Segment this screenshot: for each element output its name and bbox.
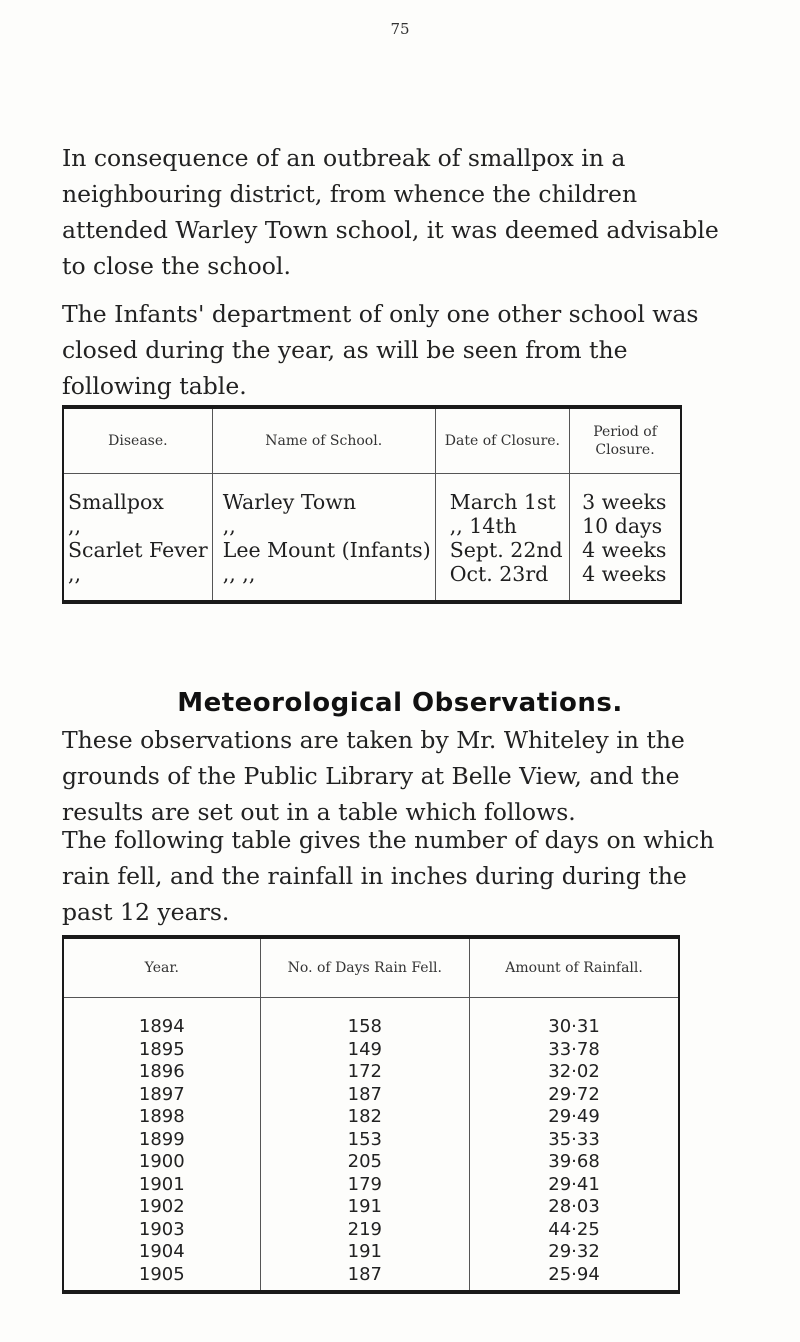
table-row (63, 1129, 679, 1152)
table-row (63, 1219, 679, 1242)
page-number: 75 (390, 20, 410, 38)
cell-school-name: ,, ,, (212, 562, 435, 602)
cell-disease: Scarlet Fever (68, 538, 208, 562)
table-row (63, 538, 681, 562)
cell-year: 1899 (138, 1128, 185, 1150)
section-heading-meteorological-observations: Meteorological Observations. (177, 688, 623, 718)
table-row (63, 1151, 679, 1174)
cell-rainfall-amount: 30·31 (470, 998, 679, 1039)
cell-rain-days: 149 (260, 1039, 469, 1062)
table-row (63, 562, 681, 602)
cell-rain-days: 191 (260, 1196, 469, 1219)
paragraph-infants-department: The Infants' department of only one other school was closed during the year, as will be seen from the following table. (62, 300, 699, 400)
table-row (63, 1039, 679, 1062)
table-row (63, 1084, 679, 1107)
cell-closure-date: March 1st (435, 474, 569, 515)
table-header-row (63, 937, 679, 998)
paragraph-rainfall-intro: The following table gives the number of days on which rain fell, and the rainfall in inches during during the past 12 years. (62, 826, 715, 926)
cell-disease: ,, (68, 514, 82, 538)
cell-year: 1897 (138, 1083, 185, 1105)
cell-rainfall-amount: 35·33 (470, 1129, 679, 1152)
cell-rain-days: 187 (260, 1084, 469, 1107)
cell-closure-date: Oct. 23rd (435, 562, 569, 602)
cell-rain-days: 158 (260, 998, 469, 1039)
cell-school-name: Warley Town (212, 474, 435, 515)
cell-closure-date: ,, 14th (435, 514, 569, 538)
cell-closure-period: 4 weeks (570, 538, 681, 562)
cell-rainfall-amount: 28·03 (470, 1196, 679, 1219)
column-header-disease: Disease. (63, 407, 212, 474)
cell-rainfall-amount: 25·94 (470, 1264, 679, 1293)
table-row (63, 514, 681, 538)
cell-rainfall-amount: 29·32 (470, 1241, 679, 1264)
cell-year: 1903 (138, 1218, 185, 1240)
cell-rainfall-amount: 33·78 (470, 1039, 679, 1062)
cell-rain-days: 153 (260, 1129, 469, 1152)
column-header-period-of-closure: Period of Closure. (570, 407, 681, 474)
cell-year: 1895 (138, 1038, 185, 1060)
cell-year: 1905 (138, 1263, 185, 1285)
table-row (63, 1196, 679, 1219)
cell-closure-date: Sept. 22nd (435, 538, 569, 562)
school-closures-table (62, 405, 682, 604)
table-header-row (63, 407, 681, 474)
cell-year: 1894 (138, 1016, 185, 1037)
column-header-school-name: Name of School. (212, 407, 435, 474)
cell-year: 1902 (138, 1196, 185, 1217)
column-header-date-of-closure: Date of Closure. (435, 407, 569, 474)
cell-year: 1901 (138, 1173, 185, 1195)
cell-rain-days: 205 (260, 1151, 469, 1174)
cell-closure-period: 4 weeks (570, 562, 681, 602)
cell-disease: Smallpox (68, 490, 164, 514)
cell-rainfall-amount: 29·41 (470, 1174, 679, 1197)
cell-school-name: ,, (212, 514, 435, 538)
cell-closure-period: 3 weeks (570, 474, 681, 515)
cell-year: 1898 (138, 1106, 185, 1127)
cell-rain-days: 179 (260, 1174, 469, 1197)
column-header-year: Year. (63, 937, 260, 998)
cell-rainfall-amount: 29·49 (470, 1106, 679, 1129)
table-row (63, 1061, 679, 1084)
rainfall-table (62, 935, 680, 1294)
table-row (63, 1241, 679, 1264)
cell-disease: ,, (68, 562, 82, 586)
paragraph-smallpox-outbreak: In consequence of an outbreak of smallpox in a neighbouring district, from whence the children attended Warley Town school, it was deemed advisable to close the school. (62, 144, 719, 280)
cell-rain-days: 191 (260, 1241, 469, 1264)
cell-year: 1904 (138, 1241, 185, 1262)
table-row (63, 1174, 679, 1197)
table-row (63, 474, 681, 515)
cell-rain-days: 187 (260, 1264, 469, 1293)
cell-rain-days: 172 (260, 1061, 469, 1084)
cell-rain-days: 182 (260, 1106, 469, 1129)
table-row (63, 998, 679, 1039)
table-row (63, 1106, 679, 1129)
column-header-rainfall-amount: Amount of Rainfall. (470, 937, 679, 998)
paragraph-observations: These observations are taken by Mr. Whiteley in the grounds of the Public Library at Belle View, and the results are set out in a table which follows. (62, 726, 685, 826)
column-header-rain-days: No. of Days Rain Fell. (260, 937, 469, 998)
cell-rainfall-amount: 39·68 (470, 1151, 679, 1174)
cell-rainfall-amount: 44·25 (470, 1219, 679, 1242)
table-row (63, 1264, 679, 1293)
cell-year: 1900 (138, 1151, 185, 1172)
cell-rainfall-amount: 29·72 (470, 1084, 679, 1107)
cell-rainfall-amount: 32·02 (470, 1061, 679, 1084)
cell-rain-days: 219 (260, 1219, 469, 1242)
cell-school-name: Lee Mount (Infants) (212, 538, 435, 562)
cell-year: 1896 (138, 1061, 185, 1082)
cell-closure-period: 10 days (570, 514, 681, 538)
